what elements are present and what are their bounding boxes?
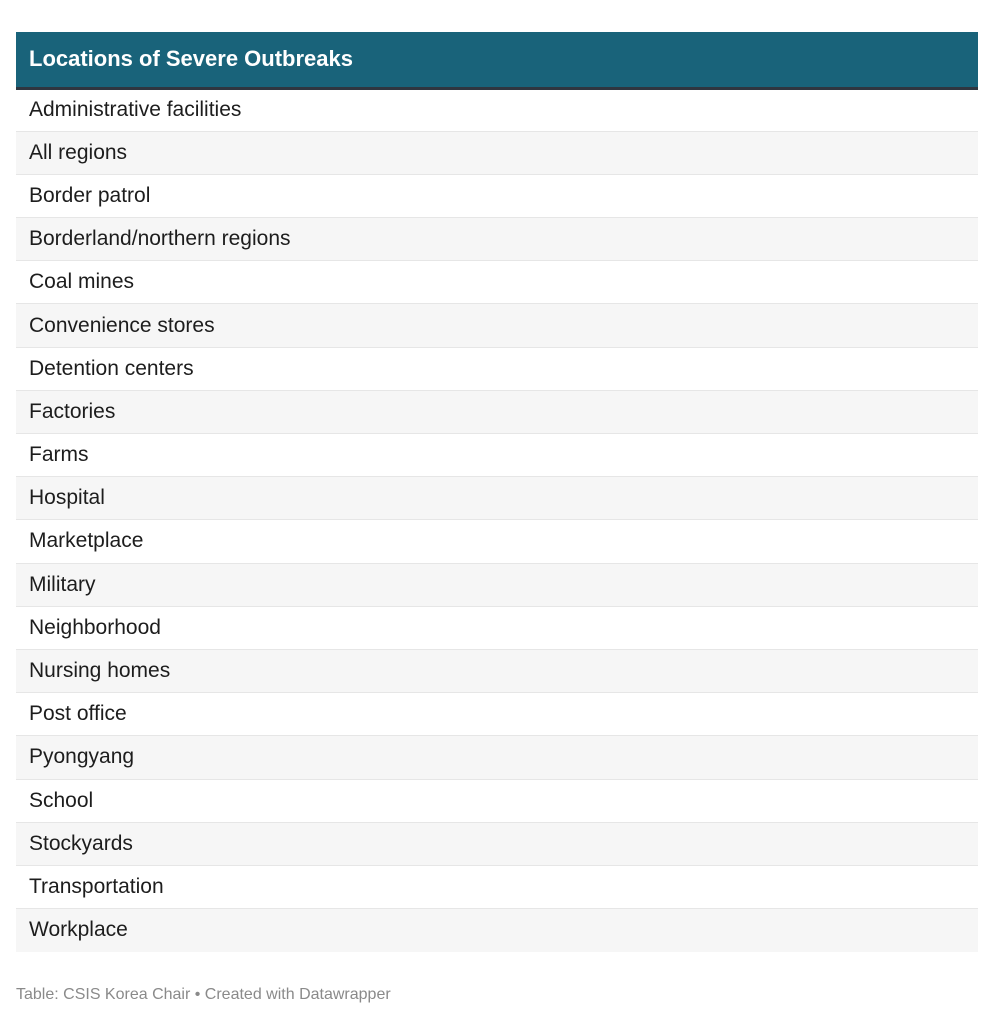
table-row xyxy=(16,649,978,692)
table-cell: Marketplace xyxy=(16,520,978,563)
table-row xyxy=(16,736,978,779)
data-table-container xyxy=(16,32,978,952)
table-cell: Nursing homes xyxy=(16,649,978,692)
table-cell: All regions xyxy=(16,131,978,174)
table-row xyxy=(16,174,978,217)
table-cell: School xyxy=(16,779,978,822)
table-row xyxy=(16,347,978,390)
table-header-row xyxy=(16,32,978,88)
source-footer: Table: CSIS Korea Chair • Created with Datawrapper xyxy=(16,986,391,1003)
table-cell: Borderland/northern regions xyxy=(16,218,978,261)
table-cell: Factories xyxy=(16,390,978,433)
table-cell: Coal mines xyxy=(16,261,978,304)
table-cell: Border patrol xyxy=(16,174,978,217)
table-cell: Hospital xyxy=(16,477,978,520)
table-cell: Administrative facilities xyxy=(16,88,978,131)
table-row xyxy=(16,390,978,433)
table-row xyxy=(16,779,978,822)
column-header: Locations of Severe Outbreaks xyxy=(16,32,978,88)
table-row xyxy=(16,131,978,174)
table-row xyxy=(16,520,978,563)
table-cell: Workplace xyxy=(16,909,978,952)
table-row xyxy=(16,693,978,736)
table-cell: Stockyards xyxy=(16,822,978,865)
table-cell: Post office xyxy=(16,693,978,736)
table-row xyxy=(16,606,978,649)
table-cell: Transportation xyxy=(16,865,978,908)
table-row xyxy=(16,477,978,520)
table-row xyxy=(16,88,978,131)
table-cell: Convenience stores xyxy=(16,304,978,347)
table-cell: Military xyxy=(16,563,978,606)
table-row xyxy=(16,304,978,347)
table-row xyxy=(16,822,978,865)
table-body xyxy=(16,88,978,952)
table-cell: Neighborhood xyxy=(16,606,978,649)
table-row xyxy=(16,563,978,606)
table-row xyxy=(16,218,978,261)
table-cell: Pyongyang xyxy=(16,736,978,779)
data-table xyxy=(16,32,978,952)
table-cell: Farms xyxy=(16,434,978,477)
table-row xyxy=(16,865,978,908)
table-row xyxy=(16,261,978,304)
table-row xyxy=(16,909,978,952)
table-row xyxy=(16,434,978,477)
table-cell: Detention centers xyxy=(16,347,978,390)
